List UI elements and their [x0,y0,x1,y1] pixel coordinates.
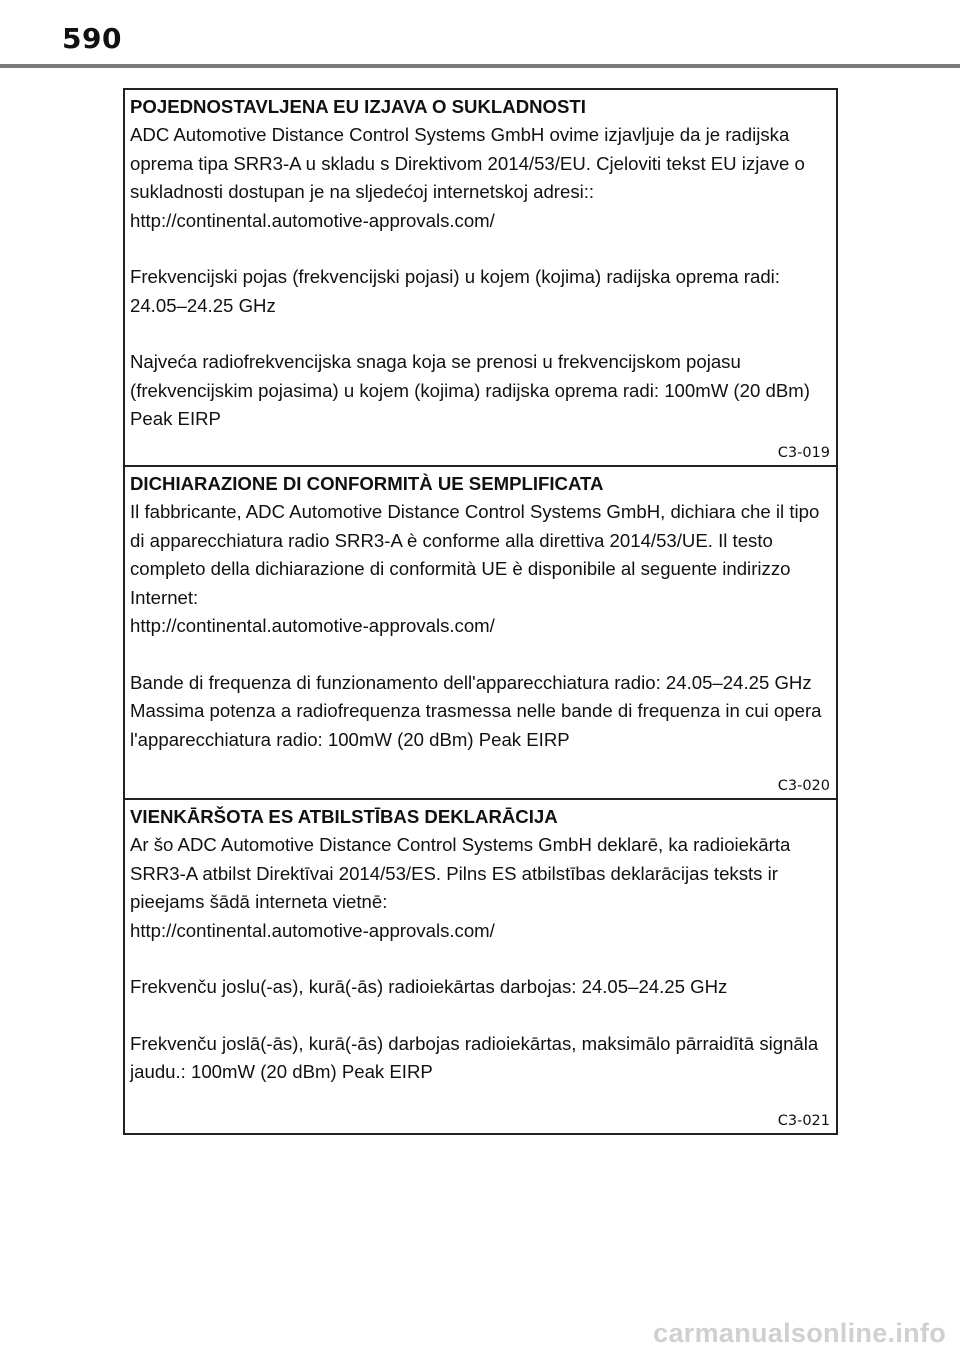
section-paragraph: Massima potenza a radiofrequenza trasmessa nelle bande di frequenza in cui opera l'apparecchiatura radio: 100mW (20 dBm) Peak EIRP [130,700,822,750]
declaration-latvian [125,800,836,1133]
header-rule [0,64,960,68]
watermark: carmanualsonline.info [653,1318,946,1348]
section-paragraph: Bande di frequenza di funzionamento dell'apparecchiatura radio: 24.05–24.25 GHz [130,671,812,693]
section-paragraph: Frekvenču joslā(-ās), kurā(-ās) darbojas radioiekārtas, maksimālo pārraidītā signāla jaudu.: 100mW (20 dBm) Peak EIRP [130,1032,819,1082]
section-paragraph: ADC Automotive Distance Control Systems GmbH ovime izjavljuje da je radijska oprema tipa SRR3-A u skladu s Direktivom 2014/53/EU. Cjeloviti tekst EU izjave o sukladnosti dostupan je na sljedećoj internetskoj adresi:: [130,124,805,202]
page-number: 590 [62,22,122,55]
section-code: C3-021 [777,1113,830,1129]
declaration-italian [125,467,836,800]
section-heading: VIENKĀRŠOTA ES ATBILSTĪBAS DEKLARĀCIJA [130,806,558,827]
section-paragraph: Frekvencijski pojas (frekvencijski pojasi) u kojem (kojima) radijska oprema radi: 24.05–24.25 GHz [130,266,780,316]
section-code: C3-019 [777,445,830,461]
section-url: http://continental.automotive-approvals.com/ [130,209,495,231]
section-paragraph: Frekvenču joslu(-as), kurā(-ās) radioiekārtas darbojas: 24.05–24.25 GHz [130,976,728,997]
section-url: http://continental.automotive-approvals.com/ [130,615,495,636]
section-paragraph: Il fabbricante, ADC Automotive Distance Control Systems GmbH, dichiara che il tipo di apparecchiatura radio SRR3-A è conforme alla direttiva 2014/53/UE. Il testo completo della dichiarazione di conformità UE è disponibile al seguente indirizzo Internet: [130,501,820,608]
section-paragraph: Najveća radiofrekvencijska snaga koja se prenosi u frekvencijskom pojasu (frekvencijskim pojasima) u kojem (kojima) radijska oprema radi: 100mW (20 dBm) Peak EIRP [130,351,810,429]
section-heading: POJEDNOSTAVLJENA EU IZJAVA O SUKLADNOSTI [130,96,586,117]
section-url: http://continental.automotive-approvals.com/ [130,919,495,941]
section-paragraph: Ar šo ADC Automotive Distance Control Systems GmbH deklarē, ka radioiekārta SRR3-A atbilst Direktīvai 2014/53/ES. Pilns ES atbilstības deklarācijas teksts ir pieejams šādā interneta vietnē: [130,834,791,912]
declarations-box [123,88,838,1135]
section-code: C3-020 [777,778,830,794]
section-heading: DICHIARAZIONE DI CONFORMITÀ UE SEMPLIFICATA [130,473,604,494]
declaration-croatian [125,90,836,467]
